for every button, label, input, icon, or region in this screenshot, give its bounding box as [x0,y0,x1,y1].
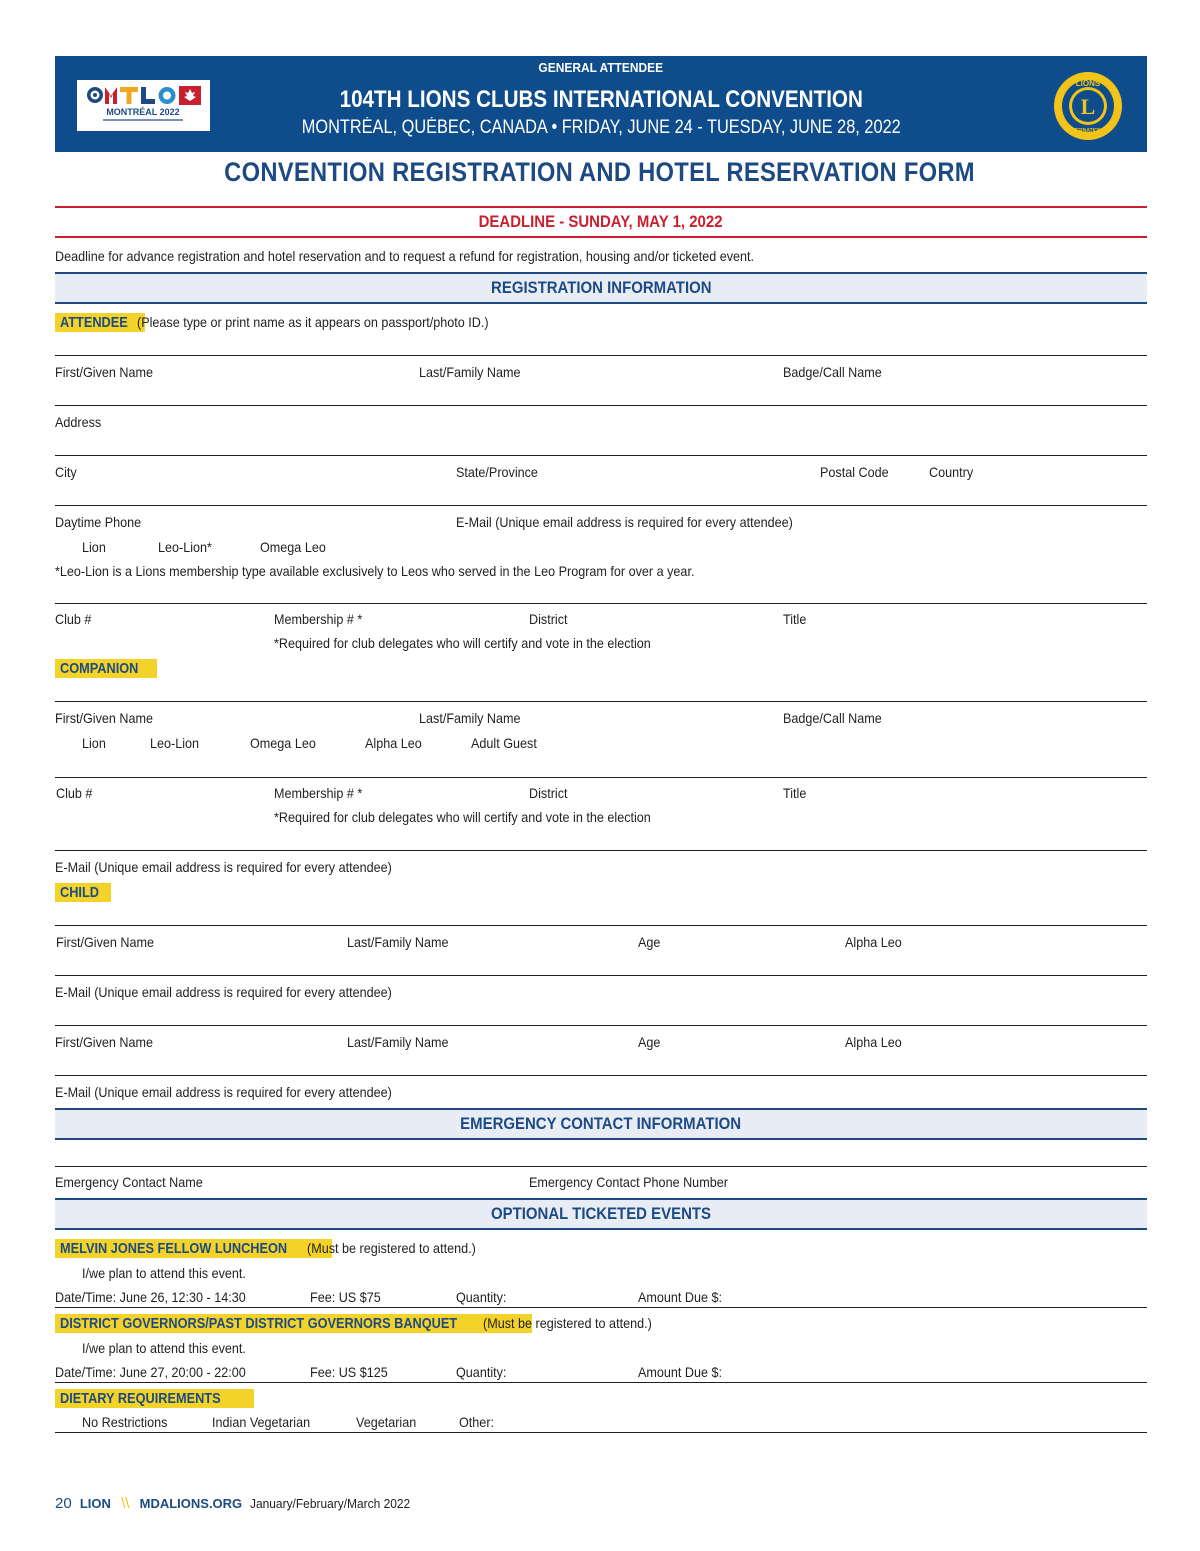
dietary-other-option[interactable]: Other: [459,1414,495,1430]
attendee-type-lion[interactable]: Lion [82,539,106,555]
issue-date: January/February/March 2022 [250,1496,411,1511]
attendee-last-name-label: Last/Family Name [419,364,521,380]
child-2-email-label: E-Mail (Unique email address is required for every attendee) [55,1084,392,1100]
attendee-phone-line[interactable] [55,505,1147,506]
attendee-title-label: Title [783,611,807,627]
companion-district-label: District [529,785,568,801]
child-1-email-line[interactable] [55,975,1147,976]
child-2-name-line[interactable] [55,1025,1147,1026]
footer-separator: \\ [121,1495,130,1512]
attendee-phone-label: Daytime Phone [55,514,142,530]
attendee-email-label: E-Mail (Unique email address is required for every attendee) [456,514,793,530]
event-1-datetime: Date/Time: June 26, 12:30 - 14:30 [55,1289,246,1305]
dietary-no-restrictions-option[interactable]: No Restrictions [82,1414,168,1430]
convention-location-dates: MONTRÉAL, QUÉBEC, CANADA • FRIDAY, JUNE 24 - TUESDAY, JUNE 28, 2022 [301,117,901,138]
companion-delegate-note: *Required for club delegates who will certify and vote in the election [274,809,651,825]
child-2-age-label: Age [638,1034,661,1050]
event-2-line[interactable] [55,1382,1147,1383]
child-2-last-name-label: Last/Family Name [347,1034,449,1050]
event-1-note: (Must be registered to attend.) [307,1240,476,1256]
companion-tag: COMPANION [55,659,157,678]
event-1-fee: Fee: US $75 [310,1289,381,1305]
section-emergency-contact: EMERGENCY CONTACT INFORMATION [55,1108,1147,1140]
companion-name-line[interactable] [55,701,1147,702]
child-1-first-name-label: First/Given Name [56,934,155,950]
attendee-postal-label: Postal Code [820,464,889,480]
attendee-category: GENERAL ATTENDEE [538,60,664,75]
attendee-instruction: (Please type or print name as it appears on passport/photo ID.) [137,314,489,330]
companion-email-line[interactable] [55,850,1147,851]
attendee-membership-label: Membership # * [274,611,363,627]
svg-text:L: L [1080,94,1096,119]
child-2-first-name-label: First/Given Name [55,1034,154,1050]
attendee-district-label: District [529,611,568,627]
companion-first-name-label: First/Given Name [55,710,154,726]
section-registration-information: REGISTRATION INFORMATION [55,272,1147,304]
attendee-tag: ATTENDEE [55,313,145,332]
event-2-quantity-label: Quantity: [456,1364,507,1380]
attendee-country-label: Country [929,464,974,480]
companion-membership-label: Membership # * [274,785,363,801]
companion-type-leo-lion[interactable]: Leo-Lion [150,735,200,751]
convention-title: 104TH LIONS CLUBS INTERNATIONAL CONVENTION [339,86,863,113]
page-footer [55,1495,425,1513]
companion-type-omega-leo[interactable]: Omega Leo [250,735,316,751]
child-1-email-label: E-Mail (Unique email address is required for every attendee) [55,984,392,1000]
event-2-fee: Fee: US $125 [310,1364,388,1380]
attendee-club-label: Club # [55,611,92,627]
companion-type-lion[interactable]: Lion [82,735,106,751]
dietary-requirements-tag: DIETARY REQUIREMENTS [55,1389,254,1408]
event-2-attend-option[interactable]: I/we plan to attend this event. [82,1340,246,1356]
attendee-city-label: City [55,464,77,480]
companion-type-alpha-leo[interactable]: Alpha Leo [365,735,422,751]
child-2-alpha-leo-option[interactable]: Alpha Leo [845,1034,902,1050]
event-1-line[interactable] [55,1307,1147,1308]
svg-text:MONTRÉAL 2022: MONTRÉAL 2022 [106,107,180,117]
child-1-age-label: Age [638,934,661,950]
attendee-club-line[interactable] [55,603,1147,604]
attendee-address-label: Address [55,414,102,430]
dietary-indian-vegetarian-option[interactable]: Indian Vegetarian [212,1414,311,1430]
child-1-name-line[interactable] [55,925,1147,926]
attendee-state-label: State/Province [456,464,538,480]
lions-international-emblem [1052,70,1124,142]
header-banner [55,56,1147,152]
dietary-line[interactable] [55,1432,1147,1433]
attendee-type-leo-lion[interactable]: Leo-Lion* [158,539,212,555]
attendee-first-name-label: First/Given Name [55,364,154,380]
dietary-vegetarian-option[interactable]: Vegetarian [356,1414,417,1430]
magazine-name: LION [79,1496,111,1511]
event-1-quantity-label: Quantity: [456,1289,507,1305]
child-1-last-name-label: Last/Family Name [347,934,449,950]
companion-email-label: E-Mail (Unique email address is required for every attendee) [55,859,392,875]
event-2-datetime: Date/Time: June 27, 20:00 - 22:00 [55,1364,246,1380]
section-optional-ticketed-events: OPTIONAL TICKETED EVENTS [55,1198,1147,1230]
attendee-name-line[interactable] [55,355,1147,356]
event-2-amount-label: Amount Due $: [638,1364,723,1380]
event-1-amount-label: Amount Due $: [638,1289,723,1305]
event-melvin-jones-tag: MELVIN JONES FELLOW LUNCHEON [55,1239,332,1258]
attendee-delegate-note: *Required for club delegates who will certify and vote in the election [274,635,651,651]
companion-title-label: Title [783,785,807,801]
companion-badge-name-label: Badge/Call Name [783,710,882,726]
companion-club-label: Club # [56,785,93,801]
companion-type-adult-guest[interactable]: Adult Guest [471,735,537,751]
emergency-contact-line[interactable] [55,1166,1147,1167]
attendee-address-line[interactable] [55,405,1147,406]
emergency-contact-phone-label: Emergency Contact Phone Number [529,1174,728,1190]
form-title: CONVENTION REGISTRATION AND HOTEL RESERVATION FORM [224,157,976,187]
companion-club-line[interactable] [55,777,1147,778]
deadline-note: Deadline for advance registration and hotel reservation and to request a refund for registration, housing and/or ticketed event. [55,248,755,264]
attendee-type-omega-leo[interactable]: Omega Leo [260,539,326,555]
attendee-badge-name-label: Badge/Call Name [783,364,882,380]
deadline-bar: DEADLINE - SUNDAY, MAY 1, 2022 [55,206,1147,238]
event-2-note: (Must be registered to attend.) [483,1315,652,1331]
attendee-city-line[interactable] [55,455,1147,456]
website-link[interactable]: MDALIONS.ORG [139,1496,243,1511]
svg-text:LIONS: LIONS [1075,79,1101,88]
page-number: 20 [55,1495,72,1512]
svg-text:INTERNATIONAL: INTERNATIONAL [1067,128,1109,134]
child-2-email-line[interactable] [55,1075,1147,1076]
companion-last-name-label: Last/Family Name [419,710,521,726]
leo-lion-note: *Leo-Lion is a Lions membership type available exclusively to Leos who served in the Leo Program for over a year. [55,563,695,579]
montreal-2022-logo [77,80,210,131]
child-tag: CHILD [55,883,111,902]
child-1-alpha-leo-option[interactable]: Alpha Leo [845,934,902,950]
emergency-contact-name-label: Emergency Contact Name [55,1174,203,1190]
event-1-attend-option[interactable]: I/we plan to attend this event. [82,1265,246,1281]
event-dg-banquet-tag: DISTRICT GOVERNORS/PAST DISTRICT GOVERNORS BANQUET [55,1314,532,1333]
